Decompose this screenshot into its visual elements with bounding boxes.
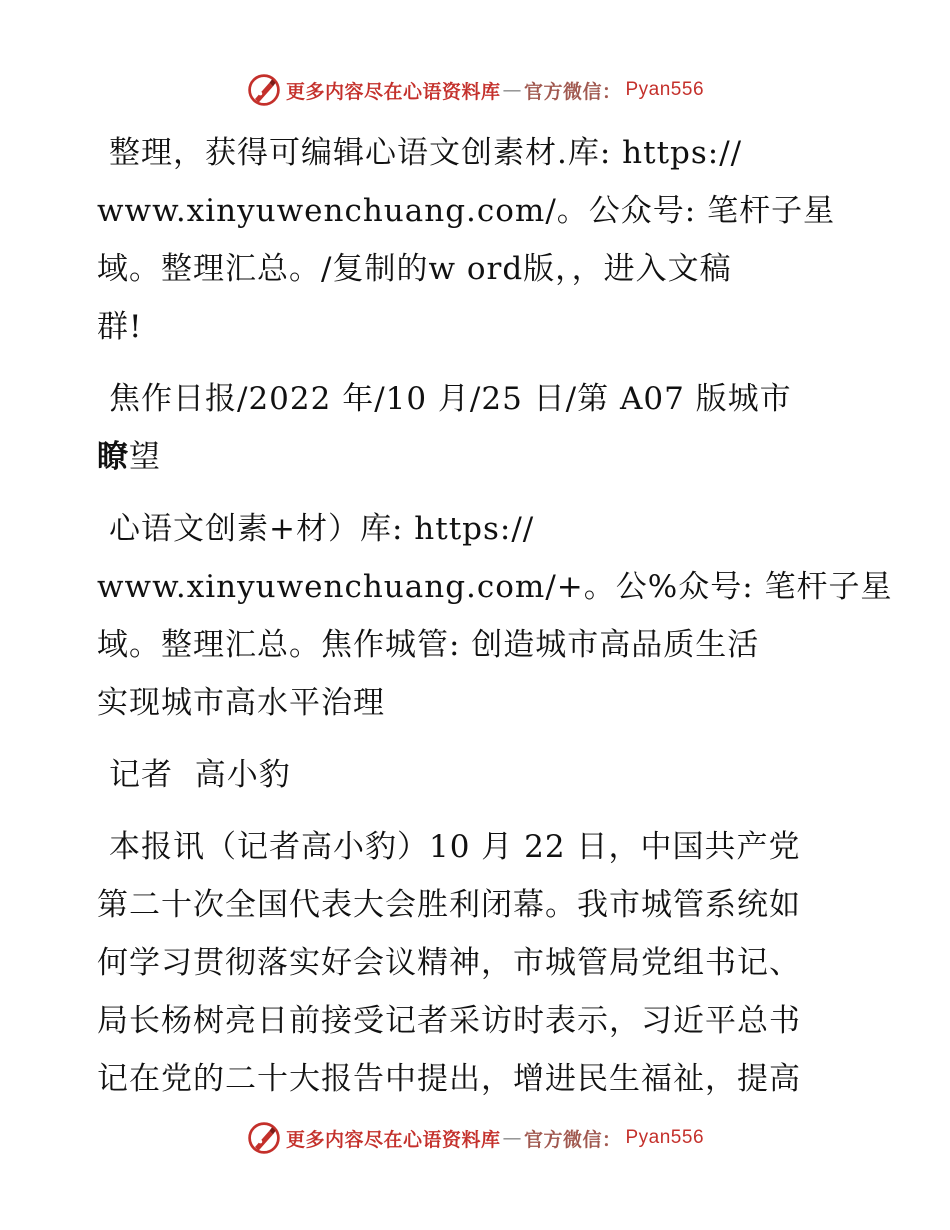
footer-wechat-handle: Pyan556 bbox=[625, 1127, 705, 1148]
pen-logo-icon bbox=[246, 72, 282, 108]
footer-wechat-label: 官方微信： bbox=[523, 1128, 622, 1151]
text-bold-char: 瞭 bbox=[97, 439, 129, 475]
text-line: 实现城市高水平治理 bbox=[97, 685, 385, 721]
text-line: 域。整理汇总。焦作城管: 创造城市高品质生活 bbox=[97, 627, 760, 663]
text-line: 心语文创素+材）库: https:// bbox=[109, 511, 535, 547]
text-line: www.xinyuwenchuang.com/。公众号: 笔杆子星 bbox=[97, 193, 836, 229]
text-line: 何学习贯彻落实好会议精神，市城管局党组书记、 bbox=[97, 945, 801, 981]
text-line: 焦作日报/2022 年/10 月/25 日/第 A07 版城市 bbox=[109, 381, 792, 417]
header-dash: — bbox=[502, 79, 522, 101]
document-body bbox=[97, 124, 893, 1108]
text-line: 记在党的二十大报告中提出，增进民生福祉，提高 bbox=[97, 1061, 801, 1097]
text-rest: 望 bbox=[129, 439, 161, 475]
pen-logo-icon bbox=[246, 1120, 282, 1156]
text-line: 域。整理汇总。/复制的w ord版，，进入文稿 bbox=[97, 251, 732, 287]
text-line: www.xinyuwenchuang.com/+。公%众号: 笔杆子星 bbox=[97, 569, 893, 605]
footer-banner bbox=[0, 1118, 950, 1158]
header-brand: 更多内容尽在心语资料库 bbox=[285, 80, 501, 103]
text-line: 第二十次全国代表大会胜利闭幕。我市城管系统如 bbox=[97, 887, 801, 923]
paragraph-intro bbox=[97, 124, 857, 356]
paragraph-article bbox=[97, 818, 857, 1108]
header-wechat-handle: Pyan556 bbox=[625, 79, 705, 100]
text-line: 局长杨树亮日前接受记者采访时表示，习近平总书 bbox=[97, 1003, 801, 1039]
paragraph-byline bbox=[97, 746, 857, 804]
header-banner bbox=[0, 70, 950, 110]
paragraph-title bbox=[97, 500, 893, 732]
paragraph-source bbox=[97, 370, 857, 486]
header-wechat-label: 官方微信： bbox=[523, 80, 622, 103]
footer-brand: 更多内容尽在心语资料库 bbox=[285, 1128, 501, 1151]
byline: 记者 高小豹 bbox=[109, 757, 291, 793]
text-line: 本报讯（记者高小豹）10 月 22 日，中国共产党 bbox=[109, 829, 801, 865]
text-line: 群! bbox=[97, 309, 143, 345]
text-line: 整理，获得可编辑心语文创素材.库: https:// bbox=[109, 135, 743, 171]
text-line bbox=[97, 428, 857, 486]
footer-dash: — bbox=[502, 1127, 522, 1149]
